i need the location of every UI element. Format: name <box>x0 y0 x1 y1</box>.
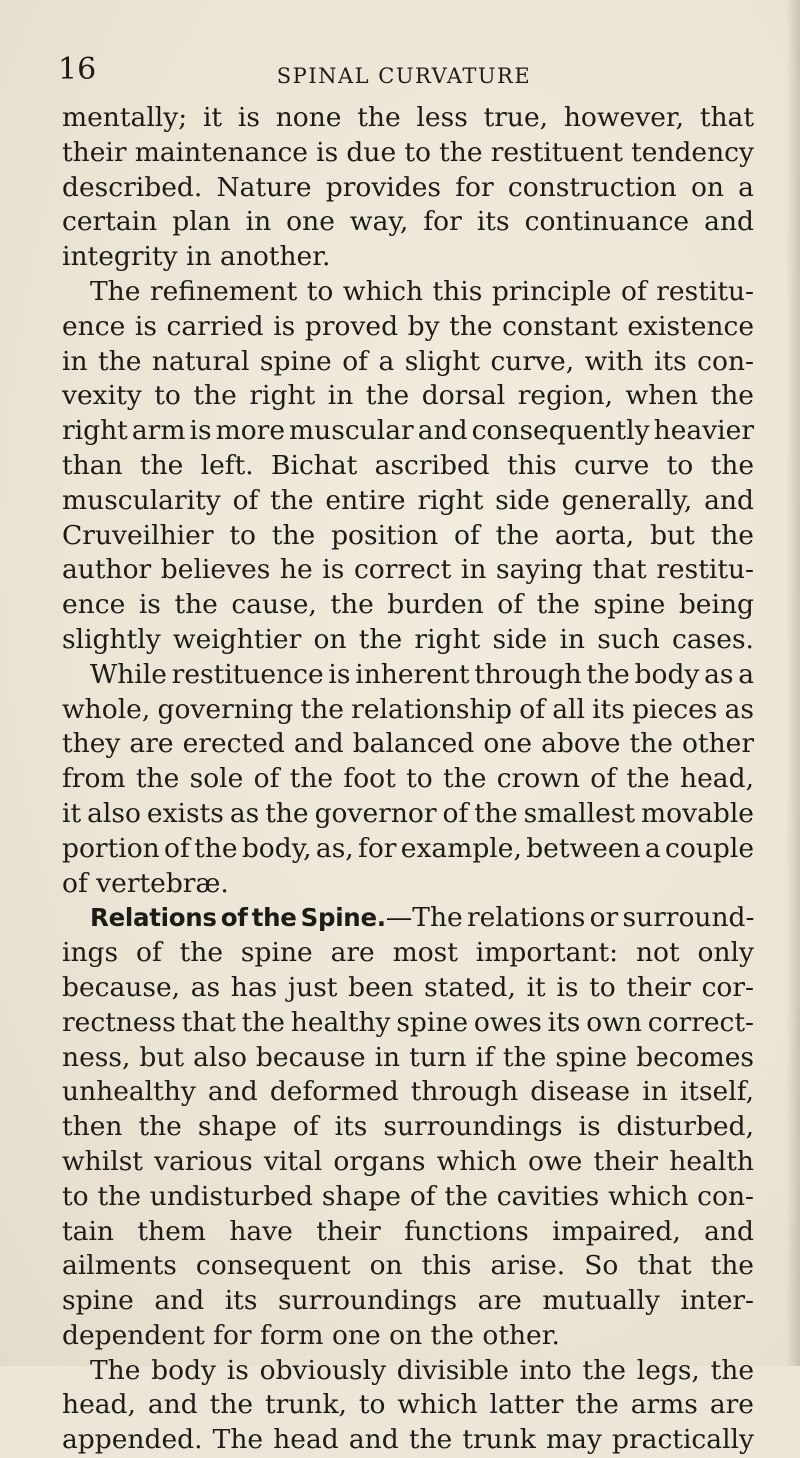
line-text: to the undisturbed shape of the cavities which con- <box>62 1180 754 1212</box>
text-line <box>62 1110 754 1145</box>
text-line <box>62 1075 754 1110</box>
text-line <box>62 1006 754 1041</box>
text-line <box>62 901 754 936</box>
line-text: because, as has just been stated, it is to their cor- <box>62 971 754 1003</box>
text-line <box>62 1145 754 1180</box>
text-line <box>62 240 754 275</box>
text-line <box>62 1388 754 1423</box>
page-header <box>0 52 800 96</box>
line-text: ings of the spine are most important: not only <box>62 937 754 969</box>
line-text: muscularity of the entire right side generally, and <box>62 484 754 516</box>
text-line <box>62 171 754 206</box>
text-line <box>62 310 754 345</box>
line-text: in the natural spine of a slight curve, with its con- <box>62 345 754 377</box>
text-line <box>62 484 754 519</box>
line-text: —The relations or surround- <box>385 902 755 934</box>
page-number: 16 <box>58 52 97 87</box>
line-text: it also exists as the governor of the smallest movable <box>62 797 754 829</box>
line-text: dependent for form one on the other. <box>62 1319 560 1351</box>
line-text: rectness that the healthy spine owes its own correct- <box>62 1006 754 1038</box>
text-line <box>62 519 754 554</box>
line-text: spine and its surroundings are mutually inter- <box>62 1285 754 1317</box>
line-text: portion of the body, as, for example, between a couple <box>62 832 755 864</box>
line-text: tain them have their functions impaired, and <box>62 1215 754 1247</box>
line-text: head, and the trunk, to which latter the arms are <box>62 1389 754 1421</box>
text-line <box>62 379 754 414</box>
text-line <box>62 762 754 797</box>
line-text: described. Nature provides for construction on a <box>62 171 754 203</box>
text-line <box>62 345 754 380</box>
line-text: While restituence is inherent through the body as a <box>90 658 754 690</box>
running-head: SPINAL CURVATURE <box>276 64 532 88</box>
text-line <box>62 797 754 832</box>
text-line <box>62 553 754 588</box>
line-text: certain plan in one way, for its continuance and <box>62 206 754 238</box>
text-line <box>62 588 754 623</box>
line-text: Cruveilhier to the position of the aorta, but the <box>62 519 754 551</box>
line-text: slightly weightier on the right side in such cases. <box>62 623 754 655</box>
body-text <box>62 101 754 1458</box>
text-line <box>62 1354 754 1389</box>
text-line <box>62 414 754 449</box>
page-edge-shadow <box>786 0 800 1366</box>
line-text: appended. The head and the trunk may practically <box>62 1424 754 1456</box>
text-line <box>62 275 754 310</box>
text-line <box>62 1423 754 1458</box>
line-text: ence is carried is proved by the constant existence <box>62 310 754 342</box>
text-line <box>62 727 754 762</box>
text-line <box>62 205 754 240</box>
line-text: they are erected and balanced one above the other <box>62 728 754 760</box>
text-line <box>62 1249 754 1284</box>
line-text: whole, governing the relationship of all its pieces as <box>62 693 754 725</box>
line-text: vexity to the right in the dorsal region, when the <box>62 380 754 412</box>
line-text: ence is the cause, the burden of the spine being <box>62 589 754 621</box>
text-line <box>62 658 754 693</box>
text-line <box>62 449 754 484</box>
line-text: of vertebræ. <box>62 867 229 899</box>
text-line <box>62 101 754 136</box>
line-text: than the left. Bichat ascribed this curve to the <box>62 449 754 481</box>
text-line <box>62 1041 754 1076</box>
line-text: then the shape of its surroundings is disturbed, <box>62 1111 754 1143</box>
line-text: The refinement to which this principle of restitu- <box>90 275 754 307</box>
line-text: their maintenance is due to the restituent tendency <box>62 136 754 168</box>
text-line <box>62 623 754 658</box>
text-line <box>62 1284 754 1319</box>
line-text: ailments consequent on this arise. So that the <box>62 1250 754 1282</box>
text-line <box>62 936 754 971</box>
line-text: integrity in another. <box>62 241 331 273</box>
line-text: unhealthy and deformed through disease in itself, <box>62 1076 754 1108</box>
line-text: whilst various vital organs which owe their health <box>62 1145 754 1177</box>
line-text: author believes he is correct in saying that restitu- <box>62 554 754 586</box>
text-line <box>62 693 754 728</box>
line-text: mentally; it is none the less true, however, that <box>62 102 754 133</box>
text-line <box>62 136 754 171</box>
line-text: The body is obviously divisible into the legs, the <box>90 1354 754 1386</box>
line-text: ness, but also because in turn if the spine becomes <box>62 1041 754 1073</box>
text-line <box>62 1215 754 1250</box>
text-line <box>62 971 754 1006</box>
text-line <box>62 1180 754 1215</box>
line-text: from the sole of the foot to the crown of the head, <box>62 763 754 795</box>
text-line <box>62 1319 754 1354</box>
text-line <box>62 832 754 867</box>
text-line <box>62 867 754 902</box>
line-text: right arm is more muscular and consequently heavier <box>62 415 754 447</box>
section-heading: Relations of the Spine. <box>90 903 386 933</box>
